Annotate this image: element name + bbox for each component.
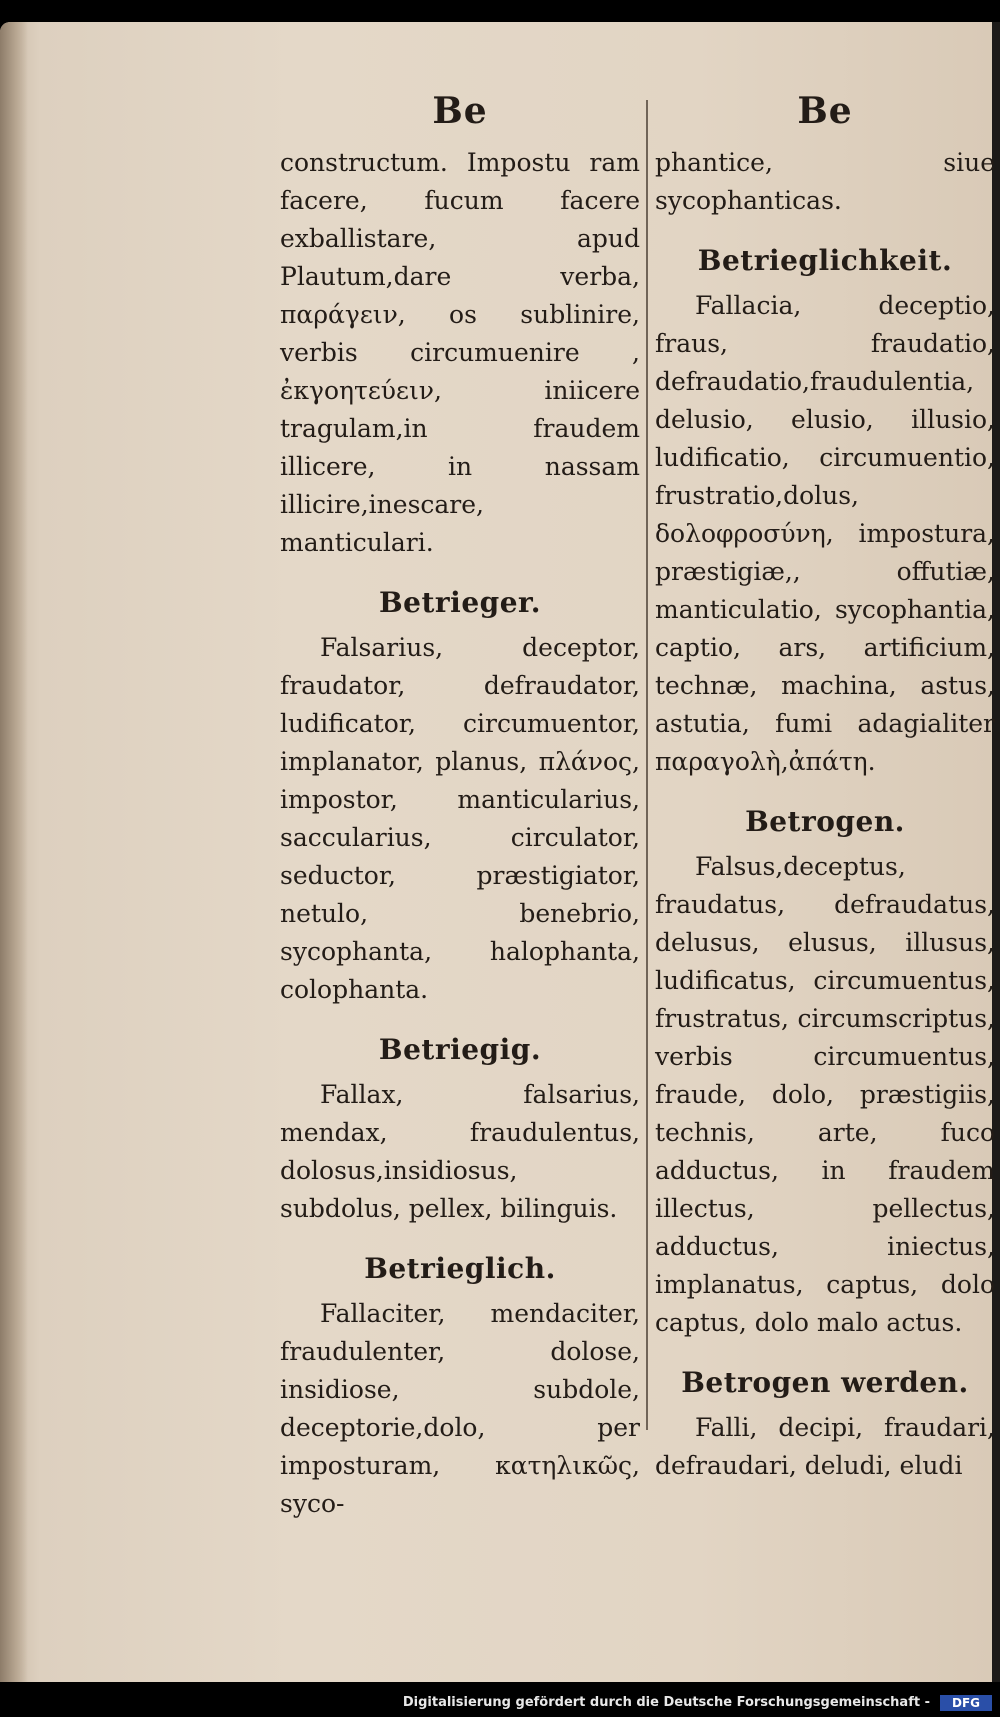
entry-heading: Betrogen werden. <box>681 1366 969 1399</box>
entry-heading: Betrieger. <box>379 586 541 619</box>
entry-text: phantice, siue sycophanticas. <box>655 148 995 215</box>
page-binding-edge <box>0 22 28 1682</box>
right-column <box>655 90 995 1485</box>
dfg-logo: DFG <box>940 1695 992 1711</box>
running-head-left: Be <box>432 90 488 132</box>
entry-text: Falsus,deceptus, fraudatus, defraudatus, delusus, elusus, illusus, ludificatus, circumuentus, frustratus, circumscriptus, verbis circumuentus, fraude, dolo, præstigiis, technis, arte, fuco adductus, in fraudem illectus, pellectus, adductus, iniectus, implanatus, captus, dolo captus, dolo malo actus. <box>655 852 995 1337</box>
entry-text: Fallaciter, mendaciter, fraudulenter, dolose, insidiose, subdole, deceptorie,dolo, per imposturam, κατηλικῶς, syco- <box>280 1299 640 1518</box>
digitization-credit: Digitalisierung gefördert durch die Deutsche Forschungsgemeinschaft - <box>402 1695 930 1710</box>
entry-heading: Betrogen. <box>745 805 905 838</box>
left-column <box>280 90 640 1523</box>
entry-text: Falli, decipi, fraudari, defraudari, deludi, eludi <box>655 1413 995 1480</box>
entry-text: Fallacia, deceptio, fraus, fraudatio, defraudatio,fraudulentia, delusio, elusio, illusio, ludificatio, circumuentio, frustratio,dolus, δολοφροσύνη, impostura, præstigiæ,, offutiæ, manticulatio, sycophantia, captio, ars, artificium, technæ, machina, astus, astutia, fumi adagialiter παραγολὴ,ἀπάτη. <box>655 291 995 776</box>
entry-text: Fallax, falsarius, mendax, fraudulentus, dolosus,insidiosus, subdolus, pellex, bilinguis. <box>280 1080 640 1223</box>
running-head-right: Be <box>797 90 853 132</box>
entry-heading: Betriegig. <box>378 1033 542 1066</box>
column-divider <box>646 100 648 1430</box>
entry-text: Falsarius, deceptor, fraudator, defraudator, ludificator, circumuentor, implanator, planus, πλάνος, impostor, manticularius, saccularius, circulator, seductor, præstigiator, netulo, benebrio, sycophanta, halophanta, colophanta. <box>280 633 640 1004</box>
entry-heading: Betrieglichkeit. <box>697 244 953 277</box>
entry-heading: Betrieglich. <box>364 1252 556 1285</box>
entry-text: constructum. Impostu ram facere, fucum facere exballistare, apud Plautum,dare verba, παράγειν, os sublinire, verbis circumuenire , ἐκγοητεύειν, iniicere tragulam,in fraudem illicere, in nassam illicire,inescare, manticulari. <box>280 148 640 557</box>
